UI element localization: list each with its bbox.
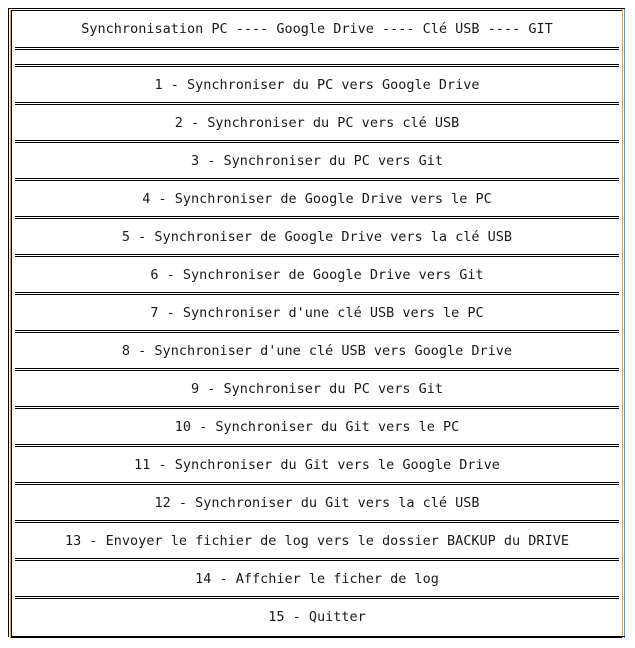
menu-item-9[interactable]: 9 - Synchroniser du PC vers Git: [191, 380, 443, 397]
menu-item-10[interactable]: 10 - Synchroniser du Git vers le PC: [174, 418, 460, 435]
menu-item-6[interactable]: 6 - Synchroniser de Google Drive vers Git: [150, 266, 484, 283]
frame-bottom: [11, 636, 625, 637]
frame-right-accent-blue: [624, 9, 625, 638]
menu-item-2[interactable]: 2 - Synchroniser du PC vers clé USB: [174, 114, 460, 131]
frame-right-accent: [622, 9, 623, 638]
menu-item-7[interactable]: 7 - Synchroniser d'une clé USB vers le PC: [150, 304, 484, 321]
menu-item-5[interactable]: 5 - Synchroniser de Google Drive vers la clé USB: [121, 228, 513, 245]
menu-item-12[interactable]: 12 - Synchroniser du Git vers la clé USB: [154, 494, 480, 511]
menu-item-3[interactable]: 3 - Synchroniser du PC vers Git: [191, 152, 443, 169]
menu-title: Synchronisation PC ---- Google Drive ---- Clé USB ---- GIT: [81, 20, 553, 37]
menu-item-11[interactable]: 11 - Synchroniser du Git vers le Google Drive: [134, 456, 500, 473]
menu-item-13[interactable]: 13 - Envoyer le fichier de log vers le dossier BACKUP du DRIVE: [65, 532, 569, 549]
menu-item-1[interactable]: 1 - Synchroniser du PC vers Google Drive: [154, 76, 480, 93]
menu-item-15[interactable]: 15 - Quitter: [268, 608, 366, 625]
menu-item-14[interactable]: 14 - Affchier le ficher de log: [195, 570, 439, 587]
row-divider: [15, 47, 619, 50]
menu-item-8[interactable]: 8 - Synchroniser d'une clé USB vers Google Drive: [121, 342, 513, 359]
menu-item-4[interactable]: 4 - Synchroniser de Google Drive vers le PC: [142, 190, 492, 207]
